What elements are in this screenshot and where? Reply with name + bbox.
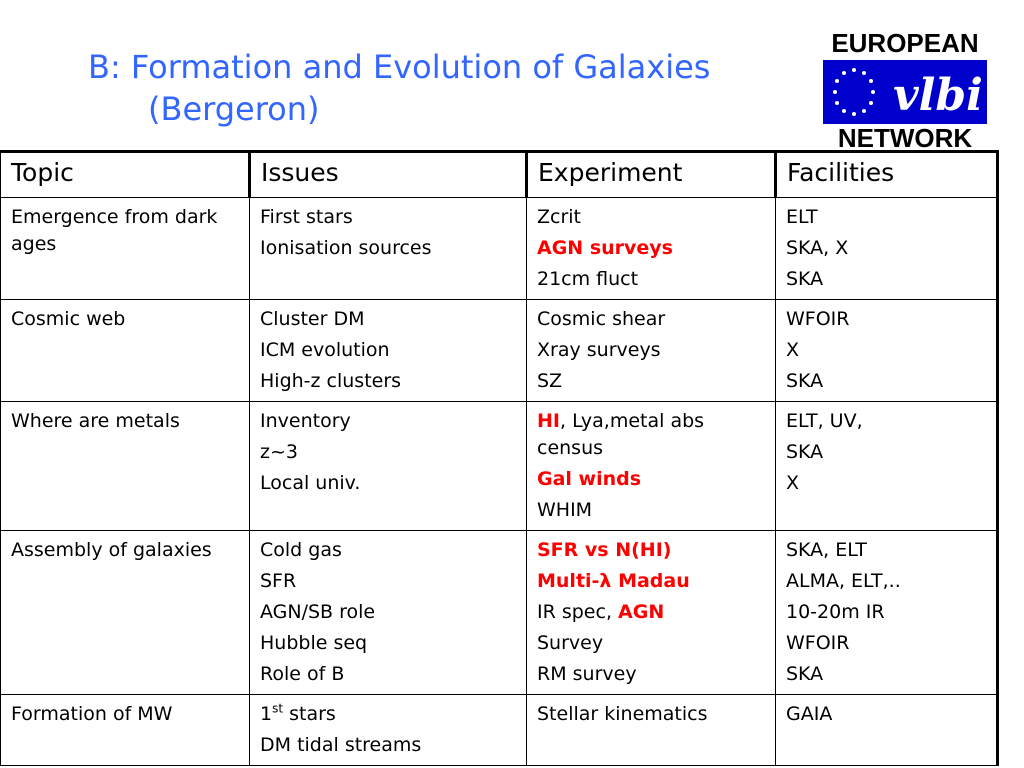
issue-item: z~3 [260,441,298,463]
facilities-cell [776,695,998,766]
european-vlbi-network-logo [820,30,990,150]
topic-text: Cosmic web [11,308,126,330]
experiment-item-highlight: Gal winds [537,468,642,490]
experiment-item-highlight: SFR vs N(HI) [537,539,672,561]
logo-bottom-text: NETWORK [837,123,973,150]
superscript: st [272,701,284,716]
topic-text: Where are metals [11,410,180,432]
facility-item: ALMA, ELT,.. [786,570,901,592]
issue-item: SFR [260,570,297,592]
topic-cell [1,695,250,766]
experiment-highlight: AGN [618,601,665,623]
experiment-item [537,408,765,462]
topic-text: Assembly of galaxies [11,539,212,561]
facility-item: X [786,472,800,494]
experiment-cell [527,300,776,402]
title-line-1: B: Formation and Evolution of Galaxies [88,48,711,86]
issues-cell [250,531,527,695]
topic-text: Formation of MW [11,703,173,725]
experiment-cell [527,198,776,300]
table-row [1,402,998,531]
issue-item: DM tidal streams [260,734,422,756]
experiment-item [537,599,765,626]
topic-cell [1,300,250,402]
header-experiment: Experiment [527,152,776,198]
topic-cell [1,531,250,695]
facility-item: SKA [786,268,824,290]
topic-cell [1,402,250,531]
facility-item: SKA [786,370,824,392]
header-topic: Topic [1,152,250,198]
experiment-item-highlight: Multi-λ Madau [537,570,690,592]
issue-item: Inventory [260,410,351,432]
issue-item: Cold gas [260,539,342,561]
experiment-item-highlight: AGN surveys [537,237,673,259]
issue-item: Role of B [260,663,345,685]
header-facilities: Facilities [776,152,998,198]
experiment-highlight: HI [537,410,560,432]
facility-item: WFOIR [786,308,850,330]
issues-cell [250,300,527,402]
topic-cell [1,198,250,300]
table-row [1,531,998,695]
experiment-item: Zcrit [537,206,582,228]
facility-item: ELT [786,206,818,228]
experiment-text: , Lya,metal abs census [537,410,705,459]
issue-item: Hubble seq [260,632,368,654]
experiment-cell [527,531,776,695]
facilities-cell [776,531,998,695]
issue-item: Cluster DM [260,308,365,330]
issue-item [260,701,516,728]
issue-text: 1 [260,703,273,725]
facility-item: ELT, UV, [786,410,863,432]
experiment-item: SZ [537,370,563,392]
facility-item: GAIA [786,703,833,725]
issue-item: High-z clusters [260,370,402,392]
table-row [1,695,998,766]
experiment-item: Cosmic shear [537,308,666,330]
issue-item: AGN/SB role [260,601,376,623]
facility-item: 10-20m IR [786,601,885,623]
experiment-item: Stellar kinematics [537,703,708,725]
facility-item: WFOIR [786,632,850,654]
experiment-item: Xray surveys [537,339,661,361]
logo-middle-text: vlbi [893,70,983,121]
facility-item: SKA, ELT [786,539,867,561]
logo-top-text: EUROPEAN [831,30,979,58]
facilities-cell [776,402,998,531]
facilities-cell [776,300,998,402]
issues-cell [250,695,527,766]
experiment-text: IR spec, [537,601,619,623]
issue-item: First stars [260,206,353,228]
facility-item: SKA [786,663,824,685]
issue-item: ICM evolution [260,339,390,361]
table-header-row [1,152,998,198]
issue-item: Ionisation sources [260,237,432,259]
table-row [1,198,998,300]
experiment-cell [527,402,776,531]
issue-text: stars [283,703,336,725]
experiment-item: 21cm fluct [537,268,639,290]
experiment-item: Survey [537,632,604,654]
issue-item: Local univ. [260,472,361,494]
facility-item: X [786,339,800,361]
issues-cell [250,402,527,531]
science-table [0,150,999,766]
facility-item: SKA [786,441,824,463]
topic-text: Emergence from dark ages [11,206,218,255]
experiment-cell [527,695,776,766]
page-title [88,46,710,130]
issues-cell [250,198,527,300]
table-row [1,300,998,402]
facilities-cell [776,198,998,300]
facility-item: SKA, X [786,237,849,259]
experiment-item: WHIM [537,499,593,521]
experiment-item: RM survey [537,663,637,685]
title-line-2: (Bergeron) [148,90,320,128]
header-issues: Issues [250,152,527,198]
